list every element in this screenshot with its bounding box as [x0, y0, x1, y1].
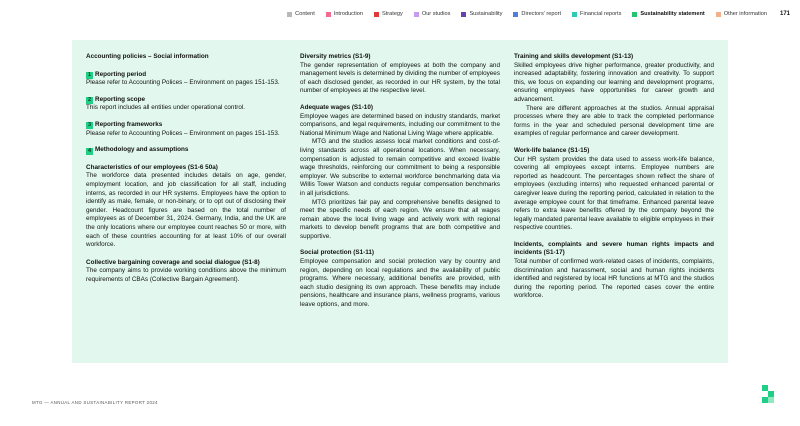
nav-swatch-icon	[414, 12, 419, 17]
reporting-period-text: Please refer to Accounting Polices – Environment on pages 151-153.	[86, 79, 280, 87]
mtg-logo-icon	[762, 385, 776, 405]
reporting-scope-text: This report includes all entities under operational control.	[86, 104, 246, 112]
nav-swatch-icon	[716, 12, 721, 17]
nav-label: Directors' report	[521, 11, 562, 17]
column-training-worklife	[514, 53, 714, 301]
nav-item-sustainability[interactable]	[461, 11, 502, 17]
nav-swatch-icon	[513, 12, 518, 17]
top-navigation	[229, 11, 790, 17]
nav-label: Strategy	[382, 11, 403, 17]
column-accounting-policies	[86, 53, 286, 284]
reporting-period-heading	[86, 71, 286, 80]
nav-swatch-icon	[572, 12, 577, 17]
employee-characteristics-heading: Characteristics of our employees (S1-6 50a)	[86, 163, 218, 171]
nav-label: Our studios	[421, 11, 451, 17]
collective-bargaining-heading: Collective bargaining coverage and social dialogue (S1-8)	[86, 258, 260, 266]
nav-item-strategy[interactable]	[374, 11, 403, 17]
number-badge: 2	[87, 97, 92, 104]
nav-item-content[interactable]	[287, 11, 315, 17]
footer-text: MTG — ANNUAL AND SUSTAINABILITY REPORT 2024	[32, 400, 158, 405]
number-badge: 1	[87, 72, 92, 79]
nav-item-sustainability-statement[interactable]	[632, 11, 704, 17]
adequate-wages-paragraph: MTG prioritizes fair pay and comprehensive benefits designed to meet the specific needs of each region. We ensure that all wages remain above the local living wage and actively work with regional markets to develop benefit programs that are both competitive and supportive.	[300, 198, 500, 240]
diversity-metrics-heading: Diversity metrics (S1-9)	[300, 53, 371, 60]
training-paragraph: There are different approaches at the studios. Annual appraisal processes where they are able to track the completed performance forms in the year and scheduled personal development time are examples of regular performance and career development.	[514, 104, 714, 138]
reporting-frameworks-heading	[86, 121, 286, 130]
collective-bargaining-text: The company aims to provide working conditions above the minimum requirements of CBAs (Collective Bargain Agreement).	[86, 267, 286, 283]
nav-swatch-icon	[632, 12, 637, 17]
heading-text: Reporting period	[95, 70, 147, 78]
nav-item-our-studios[interactable]	[414, 11, 451, 17]
incidents-heading: Incidents, complaints and severe human rights impacts and incidents (S1-17)	[514, 240, 714, 257]
adequate-wages-paragraph: Employee wages are determined based on industry standards, market comparisons, and legal requirements, including our commitment to the National Minimum Wage and National Living Wage where applicable.	[300, 112, 500, 137]
section-title: Accounting policies – Social information	[86, 53, 209, 60]
nav-swatch-icon	[287, 12, 292, 17]
nav-label: Content	[295, 11, 315, 17]
reporting-frameworks-text: Please refer to Accounting Polices – Environment on pages 151-153.	[86, 129, 280, 137]
heading-text: Reporting scope	[95, 95, 146, 103]
heading-text: Reporting frameworks	[95, 120, 163, 128]
nav-item-directors-report[interactable]	[513, 11, 561, 17]
work-life-balance-heading: Work-life balance (S1-15)	[514, 146, 590, 154]
training-heading: Training and skills development (S1-13)	[514, 53, 634, 60]
nav-swatch-icon	[461, 12, 466, 17]
work-life-balance-text: Our HR system provides the data used to assess work-life balance, covering all employees except interns. Employee numbers are reported as headcount. The percentages shown reflect the share of employees (excluding interns) who requested enhanced parental or caregiver leave during the reporting period, calculated in relation to the average employee count for that timeframe. Enhanced parental leave refers to extra leave benefits offered by the company beyond the legally mandated parental leave available to eligible employees in their respective countries.	[514, 155, 714, 232]
nav-label: Sustainability statement	[640, 11, 705, 17]
nav-swatch-icon	[374, 12, 379, 17]
nav-label: Financial reports	[580, 11, 622, 17]
nav-swatch-icon	[326, 12, 331, 17]
nav-label: Introduction	[333, 11, 363, 17]
nav-label: Other information	[723, 11, 767, 17]
methodology-heading	[86, 146, 286, 155]
number-badge: 4	[87, 147, 92, 154]
incidents-text: Total number of confirmed work-related cases of incidents, complaints, discrimination and harassment, social and human rights incidents identified and registered by local HR functions at MTG and the studios during the reporting period. The reported cases cover the entire workforce.	[514, 258, 714, 300]
training-paragraph: Skilled employees drive higher performance, greater productivity, and increased adaptability, fostering innovation and creativity. To support this, we focus on expanding our learning and development programs, ensuring employees have opportunities for career growth and advancement.	[514, 61, 714, 103]
nav-label: Sustainability	[469, 11, 503, 17]
nav-item-financial-reports[interactable]	[572, 11, 621, 17]
adequate-wages-heading: Adequate wages (S1-10)	[300, 103, 373, 111]
social-protection-heading: Social protection (S1-11)	[300, 249, 375, 257]
reporting-scope-heading	[86, 96, 286, 105]
column-diversity-wages	[300, 53, 500, 310]
page-number: 171	[779, 11, 790, 17]
social-protection-text: Employee compensation and social protection vary by country and region, depending on local regulations and the availability of public programs. Where necessary, additional benefits are provided, with each studio designing its own approach. These benefits may include pensions, healthcare and insurance plans, wellness programs, various leave options, and more.	[300, 258, 500, 309]
nav-item-introduction[interactable]	[326, 11, 363, 17]
adequate-wages-paragraph: MTG and the studios assess local market conditions and cost-of-living standards across all operational locations. When necessary, compensation is adjusted to remain competitive and exceed livable wage thresholds, reinforcing our commitment to being a responsible employer. We subscribe to external workforce benchmarking data via Willis Tower Watson and conducts regular compensation benchmarks in all jurisdictions.	[300, 138, 500, 197]
number-badge: 3	[87, 122, 92, 129]
diversity-metrics-text: The gender representation of employees at both the company and management levels is determined by dividing the number of employees of each disclosed gender, as recorded in our HR system, by the total number of employees at the respective level.	[300, 61, 500, 95]
heading-text: Methodology and assumptions	[95, 146, 189, 154]
nav-item-other-information[interactable]	[716, 11, 767, 17]
employee-characteristics-text: The workforce data presented includes details on age, gender, employment location, and job classification for all staff, including interns, as recorded in our HR systems. Employees have the option to identify as male, female, or non-binary, or to opt out of disclosing their gender. Headcount figures are based on the total number of employees as of December 31, 2024. Germany, India, and the UK are the only locations where our employee count reaches 50 or more, with each of these countries accounting for at least 10% of our overall workforce.	[86, 172, 286, 249]
